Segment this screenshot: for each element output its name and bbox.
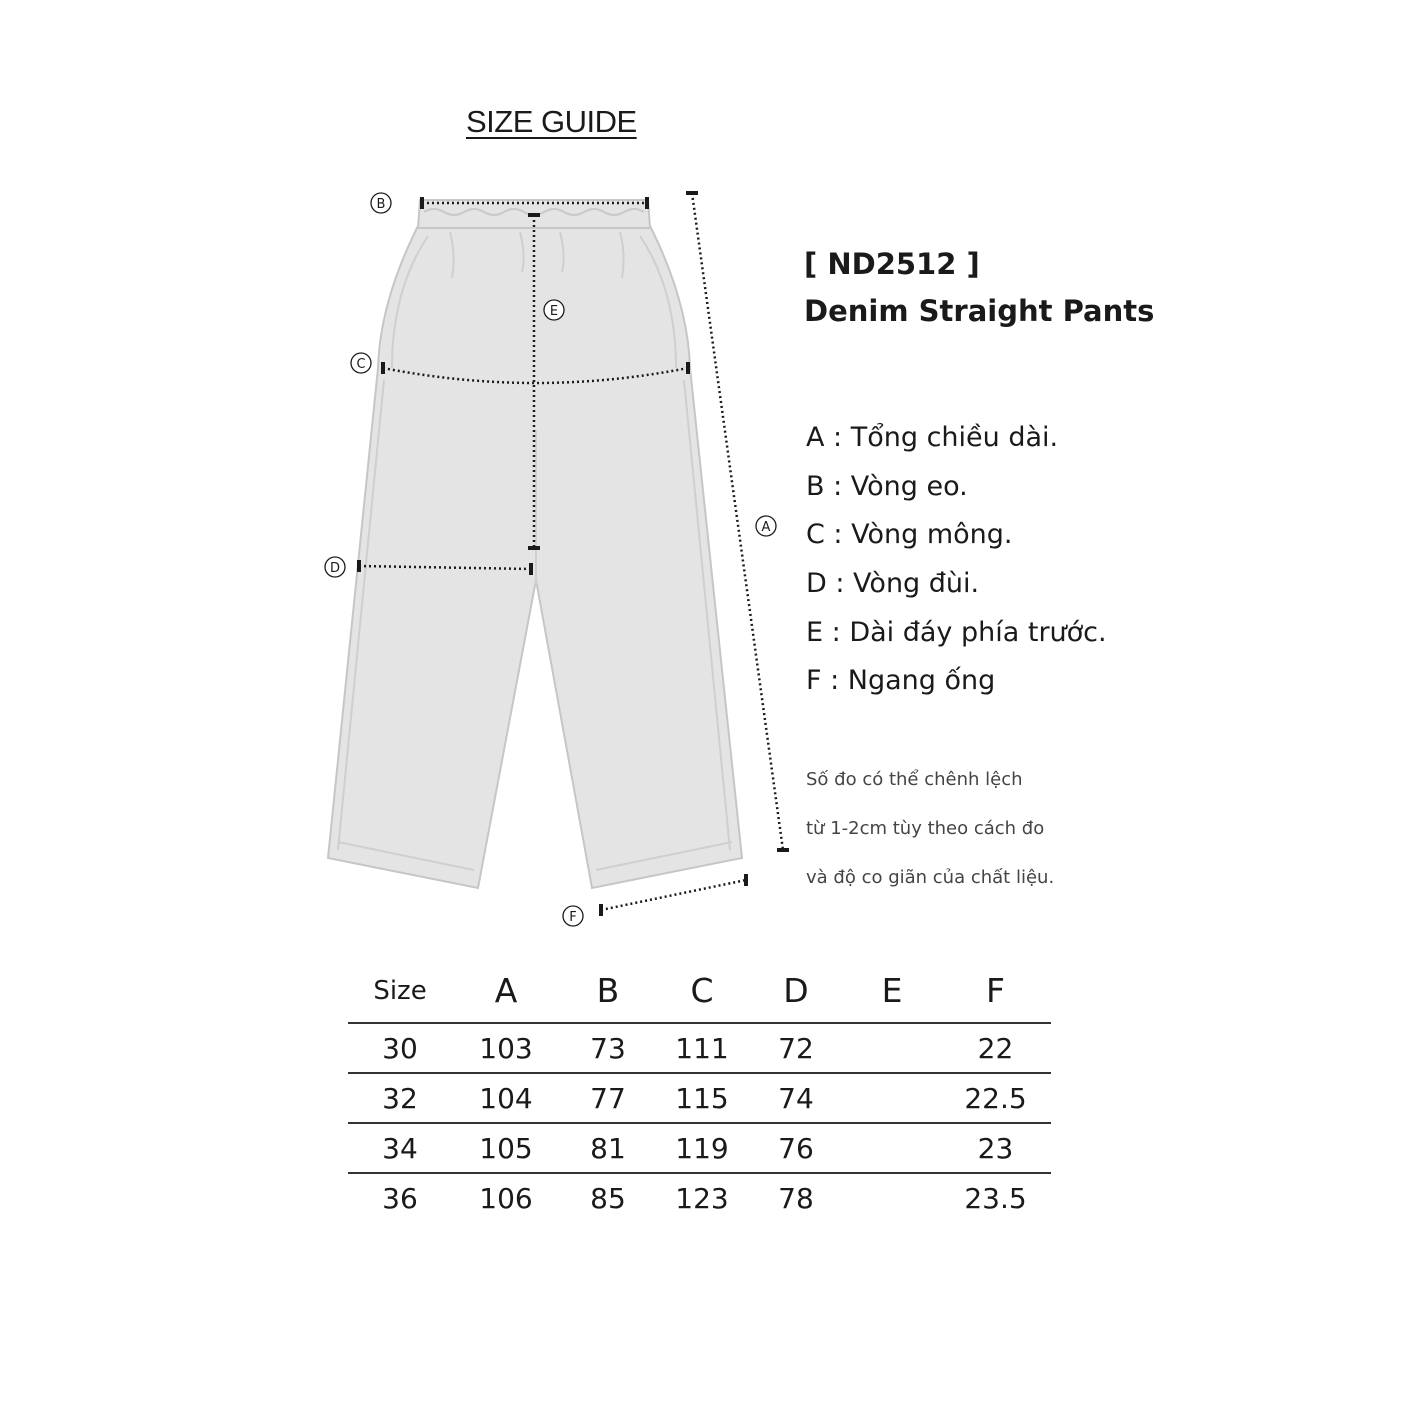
- cell-f: 22.5: [940, 1073, 1051, 1123]
- note-line: Số đo có thể chênh lệch: [806, 769, 1023, 790]
- cell-d: 72: [748, 1023, 844, 1073]
- legend-item-a: A : Tổng chiều dài.: [806, 422, 1059, 453]
- cell-b: 77: [560, 1073, 656, 1123]
- cell-size: 32: [348, 1073, 452, 1123]
- table-row: [348, 1173, 1051, 1222]
- measurement-note: [806, 755, 1054, 902]
- product-code: [ ND2512 ]: [804, 247, 980, 281]
- svg-text:F: F: [569, 910, 577, 925]
- header-d: D: [783, 971, 809, 1010]
- cell-b: 81: [560, 1123, 656, 1173]
- legend-item-c: C : Vòng mông.: [806, 519, 1013, 551]
- table-row: [348, 1073, 1051, 1123]
- product-name: Denim Straight Pants: [804, 294, 1155, 328]
- legend-item-d: D : Vòng đùi.: [806, 568, 980, 600]
- measure-line-f: [601, 880, 746, 910]
- size-table: [348, 945, 1051, 1222]
- table-row: [348, 1023, 1051, 1073]
- cell-c: 115: [656, 1073, 748, 1123]
- legend-item-f: F : Ngang ống: [806, 665, 996, 697]
- cell-c: 111: [656, 1023, 748, 1073]
- cell-a: 103: [452, 1023, 560, 1073]
- cell-e: [844, 1173, 940, 1222]
- svg-text:A: A: [761, 520, 771, 535]
- svg-text:D: D: [329, 561, 341, 576]
- measurement-legend: [806, 418, 1107, 710]
- header-b: B: [596, 971, 620, 1010]
- table-header-row: [348, 945, 1051, 1023]
- header-c: C: [690, 971, 714, 1010]
- cell-c: 123: [675, 1181, 729, 1215]
- header-a: A: [494, 971, 518, 1010]
- cell-a: 105: [452, 1123, 560, 1173]
- note-line: và độ co giãn của chất liệu.: [806, 867, 1055, 888]
- size-guide-title: SIZE GUIDE: [466, 104, 637, 139]
- cell-c: 119: [656, 1123, 748, 1173]
- svg-text:E: E: [549, 304, 559, 319]
- cell-size: 36: [382, 1181, 418, 1215]
- svg-text:B: B: [376, 197, 386, 212]
- cell-d: 76: [748, 1123, 844, 1173]
- cell-f: 23: [940, 1123, 1051, 1173]
- cell-a: 104: [452, 1073, 560, 1123]
- table-row: [348, 1123, 1051, 1173]
- legend-item-e: E : Dài đáy phía trước.: [806, 616, 1107, 648]
- cell-e: [844, 1123, 940, 1173]
- cell-d: 74: [748, 1073, 844, 1123]
- cell-e: [844, 1073, 940, 1123]
- marker-c: [351, 353, 371, 373]
- cell-size: 30: [348, 1023, 452, 1073]
- cell-f: 22: [940, 1023, 1051, 1073]
- cell-d: 78: [778, 1181, 814, 1215]
- marker-e: [544, 300, 564, 320]
- cell-a: 106: [479, 1181, 533, 1215]
- cell-f: 23.5: [964, 1181, 1027, 1215]
- note-line: từ 1-2cm tùy theo cách đo: [806, 818, 1045, 839]
- cell-b: 73: [560, 1023, 656, 1073]
- cell-size: 34: [348, 1123, 452, 1173]
- header-size: Size: [373, 976, 427, 1006]
- header-e: E: [881, 971, 903, 1010]
- svg-text:C: C: [356, 357, 366, 372]
- marker-a: [756, 516, 776, 536]
- header-f: F: [986, 971, 1005, 1010]
- marker-d: [325, 557, 345, 577]
- marker-b: [371, 193, 391, 213]
- cell-e: [844, 1023, 940, 1073]
- legend-item-b: B : Vòng eo.: [806, 470, 968, 502]
- marker-f: [563, 906, 583, 926]
- cell-b: 85: [590, 1181, 626, 1215]
